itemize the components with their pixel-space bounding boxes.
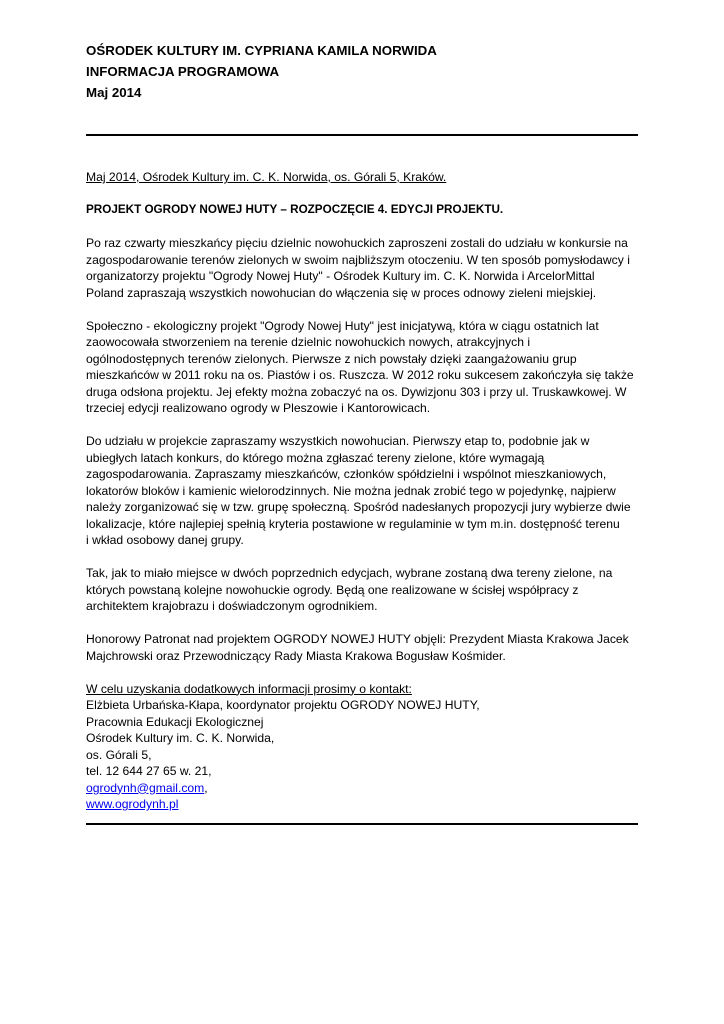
header-date: Maj 2014 xyxy=(86,85,142,100)
paragraph-participation xyxy=(86,433,646,549)
text-line: należy zorganizować się w tzw. grupę społeczną. Spośród nadesłanych propozycji jury wybierze dwie xyxy=(86,500,631,514)
document-body xyxy=(86,169,646,813)
text-line: ogólnodostępnych terenów zielonych. Pierwsze z nich powstały dzięki zaangażowaniu grup xyxy=(86,351,577,366)
text-line: zagospodarowania. Zapraszamy mieszkańców, członków spółdzielni i wspólnot mieszkaniowych, xyxy=(86,467,607,481)
text-line: ubiegłych latach konkurs, do którego można zgłaszać tereny zielone, które wymagają xyxy=(86,450,545,465)
email-suffix: , xyxy=(204,780,208,795)
email-link[interactable]: ogrodynh@gmail.com xyxy=(86,780,205,795)
project-title: PROJEKT OGRODY NOWEJ HUTY – ROZPOCZĘCIE 4. EDYCJI PROJEKTU. xyxy=(86,203,504,216)
contact-heading: W celu uzyskania dodatkowych informacji prosimy o kontakt: xyxy=(86,681,412,696)
header-organization: OŚRODEK KULTURY IM. CYPRIANA KAMILA NORWIDA xyxy=(86,43,437,58)
text-line: trzeciej edycji realizowano ogrody w Pleszowie i Kantorowicach. xyxy=(86,401,431,415)
top-divider xyxy=(86,134,638,136)
paragraph-history xyxy=(86,318,646,417)
text-line: których powstaną kolejne nowohuckie ogrody. Będą one realizowane w ścisłej współpracy z xyxy=(86,582,579,597)
contact-line: Pracownia Edukacji Ekologicznej xyxy=(86,714,264,729)
text-line: i wkład osobowy danej grupy. xyxy=(86,533,244,547)
text-line: architektem krajobrazu i doświadczonym ogrodnikiem. xyxy=(86,599,378,613)
contact-line: tel. 12 644 27 65 w. 21, xyxy=(86,764,212,778)
text-line: Tak, jak to miało miejsce w dwóch poprzednich edycjach, wybrane zostaną dwa tereny zielone, na xyxy=(86,566,613,580)
text-line: mieszkańców w 2011 roku na os. Piastów i os. Ruszcza. W 2012 roku sukcesem zakończyła się także xyxy=(86,368,634,382)
contact-block xyxy=(86,681,646,813)
contact-line: os. Górali 5, xyxy=(86,747,152,762)
text-line: organizatorzy projektu "Ogrody Nowej Huty" - Ośrodek Kultury im. C. K. Norwida i ArcelorMittal xyxy=(86,269,595,283)
text-line: zaowocowała stworzeniem na terenie dzielnic nowohuckich nowych, atrakcyjnych i xyxy=(86,335,531,349)
text-line: Do udziału w projekcie zapraszamy wszystkich nowohucian. Pierwszy etap to, podobnie jak w xyxy=(86,434,590,448)
website-link[interactable]: www.ogrodynh.pl xyxy=(86,797,179,811)
text-line: Majchrowski oraz Przewodniczący Rady Miasta Krakowa Bogusław Kośmider. xyxy=(86,648,506,663)
document-header xyxy=(86,40,646,103)
text-line: Poland zapraszają wszystkich nowohucian do włączenia się w proces odnowy zieleni miejskiej. xyxy=(86,285,597,300)
dateline: Maj 2014, Ośrodek Kultury im. C. K. Norwida, os. Górali 5, Kraków. xyxy=(86,170,447,184)
email-line xyxy=(86,780,646,797)
bottom-divider xyxy=(86,823,638,825)
text-line: Społeczno - ekologiczny projekt "Ogrody Nowej Huty" jest inicjatywą, która w ciągu ostatnich lat xyxy=(86,318,599,333)
paragraph-intro xyxy=(86,235,646,301)
text-line: lokalizacje, które najlepiej spełnią kryteria postawione w regulaminie w tym m.in. dostępność terenu xyxy=(86,516,620,531)
text-line: druga odsłona projektu. Jej efekty można zobaczyć na os. Dywizjonu 303 i przy ul. Truskawkowej. W xyxy=(86,384,627,399)
paragraph-selection xyxy=(86,565,646,615)
text-line: Honorowy Patronat nad projektem OGRODY NOWEJ HUTY objęli: Prezydent Miasta Krakowa Jacek xyxy=(86,632,629,646)
contact-line: Elżbieta Urbańska-Kłapa, koordynator projektu OGRODY NOWEJ HUTY, xyxy=(86,698,480,712)
website-line xyxy=(86,796,646,813)
text-line: zagospodarowanie terenów zielonych w swoim najbliższym otoczeniu. W ten sposób pomysłodawcy i xyxy=(86,252,630,267)
contact-line: Ośrodek Kultury im. C. K. Norwida, xyxy=(86,731,275,745)
text-line: lokatorów bloków i kamienic wielorodzinnych. Nie można jednak zrobić tego w pojedynkę, najpierw xyxy=(86,483,616,498)
header-subtitle: INFORMACJA PROGRAMOWA xyxy=(86,64,280,79)
paragraph-patronage xyxy=(86,631,646,664)
text-line: Po raz czwarty mieszkańcy pięciu dzielnic nowohuckich zaproszeni zostali do udziału w konkursie na xyxy=(86,236,628,250)
